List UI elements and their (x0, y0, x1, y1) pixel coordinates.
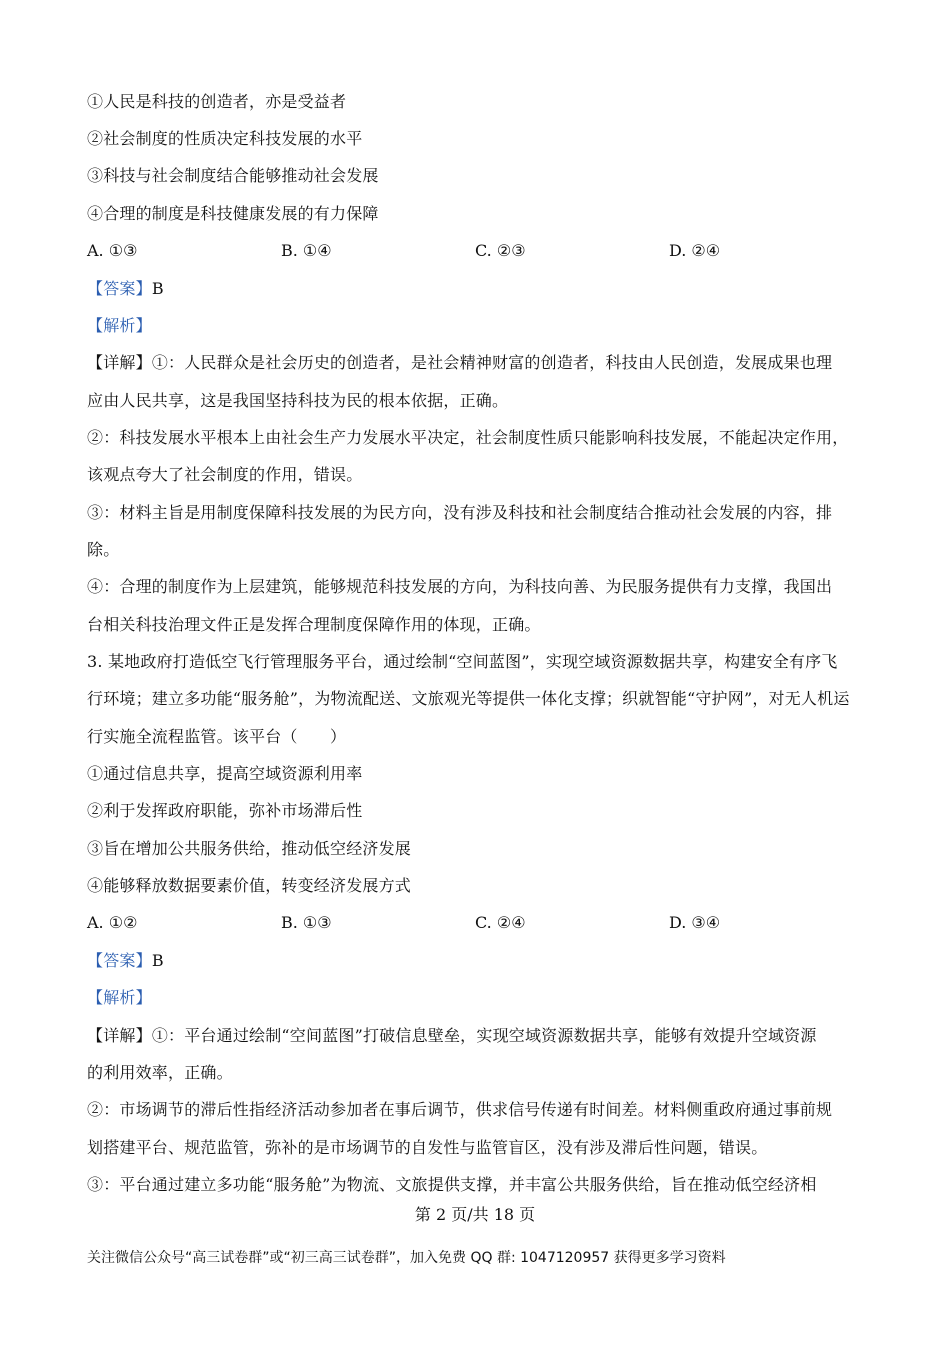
q2-statement-1: ①人民是科技的创造者，亦是受益者 (87, 92, 347, 111)
q2-statement-4: ④合理的制度是科技健康发展的有力保障 (87, 204, 379, 223)
q2-answer (87, 279, 164, 299)
q2-option-d: D. ②④ (669, 241, 721, 260)
q2-option-c: C. ②③ (475, 241, 526, 260)
q2-detail-line-4: 该观点夸大了社会制度的作用，错误。 (87, 465, 363, 484)
q2-answer-tag: 【答案】 (87, 279, 152, 298)
q3-statement-1: ①通过信息共享，提高空域资源利用率 (87, 764, 363, 783)
q3-answer (87, 951, 164, 971)
q3-detail-line-3: ②：市场调节的滞后性指经济活动参加者在事后调节，供求信号传递有时间差。材料侧重政府通过事前规 (87, 1100, 833, 1119)
q3-statement-3: ③旨在增加公共服务供给，推动低空经济发展 (87, 839, 412, 858)
q2-detail-line-8: 台相关科技治理文件正是发挥合理制度保障作用的体现，正确。 (87, 615, 541, 634)
q3-option-a: A. ①② (87, 913, 138, 932)
q3-answer-tag: 【答案】 (87, 951, 152, 970)
q3-answer-value: B (151, 951, 164, 970)
q3-detail-line-2: 的利用效率，正确。 (87, 1063, 233, 1082)
q3-options (87, 913, 867, 933)
q2-detail-tag: 【详解】 (87, 353, 152, 372)
q3-stem-line-1: 3. 某地政府打造低空飞行管理服务平台，通过绘制“空间蓝图”，实现空域资源数据共享，构建安全有序飞 (87, 652, 838, 671)
q2-detail-text-1: ①：人民群众是社会历史的创造者，是社会精神财富的创造者，科技由人民创造，发展成果也理 (151, 353, 833, 372)
q2-options (87, 241, 867, 261)
q2-option-b: B. ①④ (281, 241, 332, 260)
q2-detail-line-6: 除。 (87, 540, 120, 559)
q2-answer-value: B (151, 279, 164, 298)
q2-statement-3: ③科技与社会制度结合能够推动社会发展 (87, 166, 379, 185)
q2-detail-line-2: 应由人民共享，这是我国坚持科技为民的根本依据，正确。 (87, 391, 509, 410)
q2-option-a: A. ①③ (87, 241, 138, 260)
q3-detail-line-1 (87, 1026, 817, 1046)
footer-note: 关注微信公众号“高三试卷群”或“初三高三试卷群”，加入免费 QQ 群: 1047120957 获得更多学习资料 (87, 1250, 726, 1266)
q2-detail-line-1 (87, 353, 832, 373)
q3-detail-text-1: ①：平台通过绘制“空间蓝图”打破信息壁垒，实现空域资源数据共享，能够有效提升空域资源 (151, 1026, 817, 1045)
q3-option-c: C. ②④ (475, 913, 526, 932)
q3-detail-line-5: ③：平台通过建立多功能“服务舱”为物流、文旅提供支撑，并丰富公共服务供给，旨在推动低空经济相 (87, 1175, 817, 1194)
q2-analysis-tag: 【解析】 (87, 316, 152, 335)
page-number: 第 2 页/共 18 页 (414, 1205, 536, 1224)
q3-stem-line-2: 行环境；建立多功能“服务舱”，为物流配送、文旅观光等提供一体化支撑；织就智能“守护网”，对无人机运 (87, 689, 850, 708)
q3-detail-tag: 【详解】 (87, 1026, 152, 1045)
q3-analysis-tag: 【解析】 (87, 988, 152, 1007)
q3-detail-line-4: 划搭建平台、规范监管，弥补的是市场调节的自发性与监管盲区，没有涉及滞后性问题，错误。 (87, 1138, 768, 1157)
q2-statement-2: ②社会制度的性质决定科技发展的水平 (87, 129, 363, 148)
q3-option-d: D. ③④ (669, 913, 721, 932)
q2-detail-line-7: ④：合理的制度作为上层建筑，能够规范科技发展的方向，为科技向善、为民服务提供有力支撑，我国出 (87, 577, 833, 596)
q2-detail-line-3: ②：科技发展水平根本上由社会生产力发展水平决定，社会制度性质只能影响科技发展，不能起决定作用， (87, 428, 849, 447)
q3-stem-line-3: 行实施全流程监管。该平台（ ） (87, 727, 347, 746)
q3-option-b: B. ①③ (281, 913, 332, 932)
q3-statement-4: ④能够释放数据要素价值，转变经济发展方式 (87, 876, 412, 895)
q2-detail-line-5: ③：材料主旨是用制度保障科技发展的为民方向，没有涉及科技和社会制度结合推动社会发展的内容，排 (87, 503, 833, 522)
q3-statement-2: ②利于发挥政府职能，弥补市场滞后性 (87, 801, 363, 820)
